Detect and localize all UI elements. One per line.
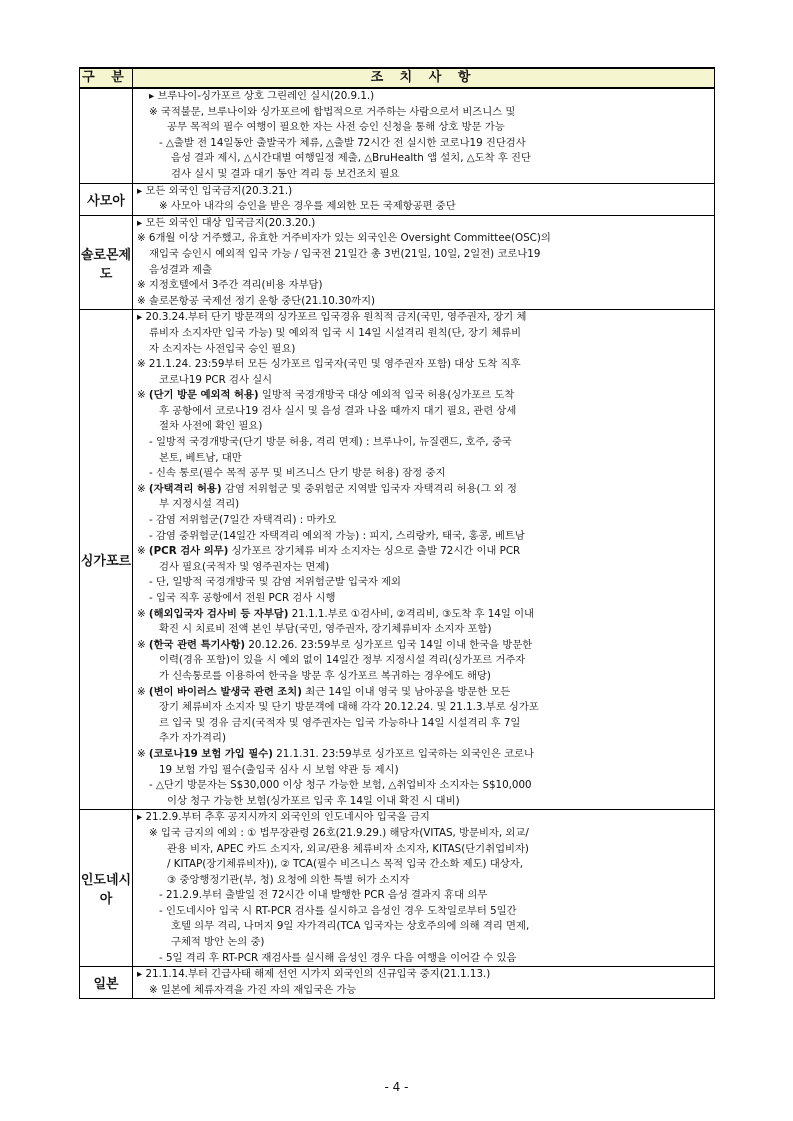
measure-line: 검사 실시 및 결과 대기 동안 격리 등 보건조치 필요	[171, 167, 400, 180]
measure-line: ※ 일본에 체류자격을 가진 자의 재입국은 가능	[149, 983, 357, 996]
highlight-label: (변이 바이러스 발생국 관련 조치)	[148, 685, 302, 698]
measure-line: 관용 비자, APEC 카드 소지자, 외교/관용 체류비자 소지자, KITAS(단기취업비자)	[167, 842, 529, 855]
table-row	[80, 810, 715, 967]
measure-line: ▸ 21.2.9.부터 추후 공지시까지 외국인의 인도네시아 입국을 금지	[137, 811, 430, 824]
header-category: 구 분	[80, 68, 133, 88]
measure-line: ▸ 20.3.24.부터 단기 방문객의 싱가포르 입국경유 원칙적 금지(국민, 영주권자, 장기 체	[137, 311, 527, 324]
measure-line: 추가 자가격리)	[159, 732, 226, 745]
measure-line: 본토, 베트남, 대만	[159, 451, 242, 464]
measure-line: - 인도네시아 입국 시 RT-PCR 검사를 실시하고 음성인 경우 도착일로부터 5일간	[159, 904, 517, 917]
measure-line: ▸ 모든 외국인 대상 입국금지(20.3.20.)	[137, 216, 316, 229]
measure-line: ※ 국적불문, 브루나이와 싱가포르에 합법적으로 거주하는 사람으로서 비즈니스 및	[149, 105, 516, 118]
measure-line: 자 소지자는 사전입국 승인 필요)	[149, 342, 296, 355]
measure-line: 르 입국 및 경유 금지(국적자 및 영주권자는 입국 가능하나 14일 시설격리 후 7일	[159, 716, 521, 729]
highlight-label: (코로나19 보험 가입 필수)	[148, 747, 273, 760]
highlight-label: (단기 방문 예외적 허용)	[148, 389, 259, 402]
header-measures: 조 치 사 항	[133, 68, 715, 88]
measure-line: - 일방적 국경개방국(단기 방문 허용, 격리 면제) : 브루나이, 뉴질랜드, 호주, 중국	[149, 436, 512, 449]
measure-line: 절차 사전에 확인 필요)	[159, 420, 263, 433]
table-row	[80, 183, 715, 215]
highlight-label: (자택격리 허용)	[148, 482, 222, 495]
measure-line: 후 공항에서 코로나19 검사 실시 및 음성 결과 나올 때까지 대기 필요, 관련 상세	[159, 404, 517, 417]
measure-line: - 감염 중위험군(14일간 자택격리 예외적 가능) : 피지, 스리랑카, 태국, 홍콩, 베트남	[149, 529, 525, 542]
table-row	[80, 310, 715, 810]
measures-cell	[133, 810, 715, 967]
measure-line: - 단, 일방적 국경개방국 및 감염 저위험군발 입국자 제외	[149, 576, 402, 589]
measure-line: ※ (한국 관련 특기사항) 20.12.26. 23:59부로 싱가포르 입국 14일 이내 한국을 방문한	[137, 638, 533, 651]
measures-cell	[133, 88, 715, 183]
measure-line: ▸ 브루나이-싱가포르 상호 그린레인 실시(20.9.1.)	[149, 90, 375, 102]
measure-line: 공무 목적의 필수 여행이 필요한 자는 사전 승인 신청을 통해 상호 방문 가능	[167, 121, 505, 134]
table-header-row	[80, 68, 715, 88]
measure-line: 류비자 소지자만 입국 가능) 및 예외적 입국 시 14일 시설격리 원칙(단, 장기 체류비	[149, 326, 522, 339]
measures-table	[79, 67, 715, 999]
measures-table-container	[79, 67, 715, 999]
measure-line: ※ 지정호텔에서 3주간 격리(비용 자부담)	[137, 279, 323, 292]
measure-line: 부 지정시설 격리)	[159, 498, 240, 511]
measures-cell	[133, 967, 715, 999]
measure-line: ※ (단기 방문 예외적 허용) 일방적 국경개방국 대상 예외적 입국 허용(싱가포르 도착	[137, 389, 515, 402]
measure-line: - 신속 통로(필수 목적 공무 및 비즈니스 단기 방문 허용) 잠정 중지	[149, 467, 446, 480]
measure-line: ※ (변이 바이러스 발생국 관련 조치) 최근 14일 이내 영국 및 남아공을 방문한 모든	[137, 685, 511, 698]
measure-line: 장기 체류비자 소지자 및 단기 방문객에 대해 각각 20.12.24. 및 21.1.3.부로 싱가포	[159, 701, 539, 714]
measure-line: ※ 21.1.24. 23:59부터 모든 싱가포르 입국자(국민 및 영주권자 포함) 대상 도착 직후	[137, 358, 521, 371]
region-name: 인도네시아	[80, 810, 133, 967]
measures-cell	[133, 183, 715, 215]
measure-line: 호텔 의무 격리, 나머지 9일 자가격리(TCA 입국자는 상호주의에 의해 격리 면제,	[171, 920, 530, 933]
measure-line: / KITAP(장기체류비자)), ② TCA(필수 비즈니스 목적 입국 간소화 제도) 대상자,	[167, 858, 523, 871]
measure-line: ※ 솔로몬항공 국제선 정기 운항 중단(21.10.30까지)	[137, 294, 376, 307]
measure-line: 구체적 방안 논의 중)	[171, 936, 265, 949]
measures-cell	[133, 215, 715, 310]
measure-line: ※ 6개월 이상 거주했고, 유효한 거주비자가 있는 외국인은 Oversight Committee(OSC)의	[137, 232, 551, 245]
measure-line: 이력(경유 포함)이 있을 시 예외 없이 14일간 정부 지정시설 격리(싱가포르 거주자	[159, 654, 526, 667]
measures-cell	[133, 310, 715, 810]
measure-line: 이상 청구 가능한 보험(싱가포르 입국 후 14일 이내 확진 시 대비)	[167, 794, 460, 807]
table-row	[80, 967, 715, 999]
measure-line: ※ (PCR 검사 의무) 싱가포르 장기체류 비자 소지자는 싱으로 출발 72시간 이내 PCR	[137, 545, 521, 558]
measure-line: - 감염 저위험군(7일간 자택격리) : 마카오	[149, 514, 337, 527]
measure-line: ※ 입국 금지의 예외 : ① 법무장관령 26호(21.9.29.) 해당자(VITAS, 방문비자, 외교/	[149, 826, 529, 839]
region-name	[80, 88, 133, 183]
measure-line: ※ (해외입국자 검사비 등 자부담) 21.1.1.부로 ①검사비, ②격리비, ③도착 후 14일 이내	[137, 607, 534, 620]
measure-line: - 5일 격리 후 RT-PCR 재검사를 실시해 음성인 경우 다음 여행을 이어갈 수 있음	[159, 951, 517, 964]
highlight-label: (해외입국자 검사비 등 자부담)	[148, 607, 289, 620]
measure-line: 코로나19 PCR 검사 실시	[159, 373, 273, 386]
page-number: - 4 -	[384, 1080, 409, 1094]
measure-line: 재입국 승인시 예외적 입국 가능 / 입국전 21일간 총 3번(21일, 10일, 2일전) 코로나19	[149, 247, 541, 260]
measure-line: - △출발 전 14일동안 출발국가 체류, △출발 72시간 전 실시한 코로나19 진단검사	[159, 136, 526, 149]
highlight-label: (PCR 검사 의무)	[148, 545, 229, 558]
measure-line: 19 보험 가입 필수(출입국 심사 시 보험 약관 등 제시)	[159, 763, 399, 776]
measure-line: 가 신속통로를 이용하여 한국을 방문 후 싱가포르 복귀하는 경우에도 해당)	[159, 669, 491, 682]
measure-line: ▸ 21.1.14.부터 긴급사태 해제 선언 시가지 외국인의 신규입국 중지(21.1.13.)	[137, 968, 491, 981]
table-row	[80, 88, 715, 183]
measure-line: ※ 사모아 내각의 승인을 받은 경우를 제외한 모든 국제항공편 중단	[159, 200, 456, 213]
measure-line: ③ 중앙행정기관(부, 청) 요청에 의한 특별 허가 소지자	[167, 873, 410, 886]
measure-line: - △단기 방문자는 S$30,000 이상 청구 가능한 보험, △취업비자 소지자는 S$10,000	[149, 779, 532, 792]
measure-line: ※ (자택격리 허용) 감염 저위험군 및 중위험군 지역발 입국자 자택격리 허용(그 외 정	[137, 482, 517, 495]
measure-line: ※ (코로나19 보험 가입 필수) 21.1.31. 23:59부로 싱가포르 입국하는 외국인은 코로나	[137, 747, 534, 760]
measure-line: 확진 시 치료비 전액 본인 부담(국민, 영주권자, 장기체류비자 소지자 포함)	[159, 623, 492, 636]
measure-line: 음성결과 제출	[149, 263, 212, 276]
table-row	[80, 215, 715, 310]
highlight-label: (한국 관련 특기사항)	[148, 638, 246, 651]
region-name: 사모아	[80, 183, 133, 215]
measure-line: - 입국 직후 공항에서 전원 PCR 검사 시행	[149, 592, 336, 604]
measure-line: ▸ 모든 외국인 입국금지(20.3.21.)	[137, 184, 293, 197]
region-name: 싱가포르	[80, 310, 133, 810]
region-name: 일본	[80, 967, 133, 999]
measure-line: 검사 필요(국적자 및 영주권자는 면제)	[159, 560, 330, 573]
region-name: 솔로몬제도	[80, 215, 133, 310]
measure-line: 음성 결과 제시, △시간대별 여행일정 제출, △BruHealth 앱 설치, △도착 후 진단	[171, 152, 531, 165]
measure-line: - 21.2.9.부터 출발일 전 72시간 이내 발행한 PCR 음성 결과지 휴대 의무	[159, 889, 488, 902]
